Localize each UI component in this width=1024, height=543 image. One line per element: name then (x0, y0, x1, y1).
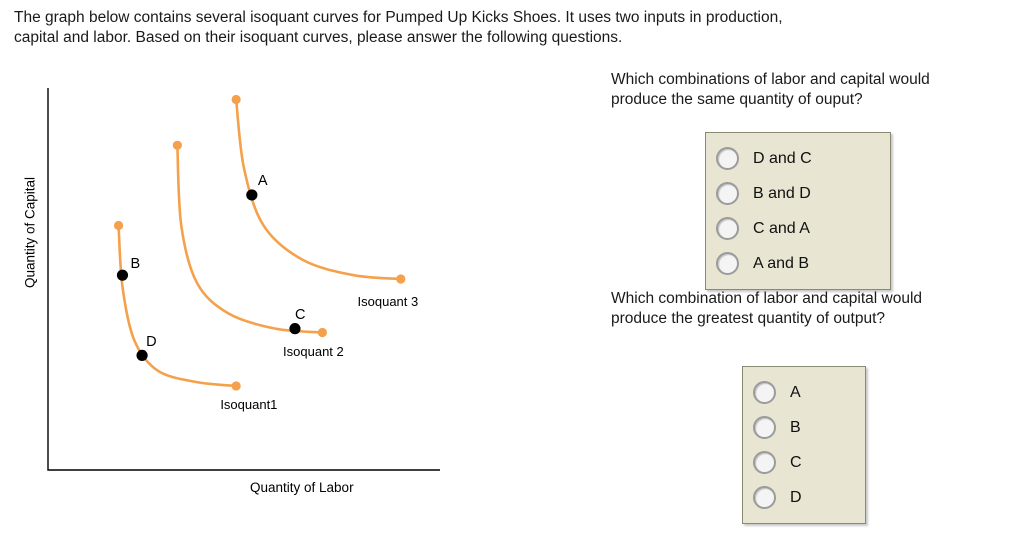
radio-icon[interactable] (753, 416, 776, 439)
question-2-text: Which combination of labor and capital would produce the greatest quantity of output? (611, 290, 923, 327)
chart-canvas (0, 60, 600, 530)
curve-endpoint-marker (173, 141, 182, 150)
option-label: A (790, 383, 801, 401)
data-point-label: C (294, 306, 306, 323)
question-1-text: Which combinations of labor and capital would produce the same quantity of ouput? (611, 71, 930, 108)
option-row[interactable] (753, 375, 851, 410)
isoquant-curve (177, 145, 322, 332)
option-row[interactable] (716, 141, 876, 176)
radio-icon[interactable] (716, 147, 739, 170)
curve-label: Isoquant 3 (357, 293, 419, 309)
data-point-marker (246, 189, 257, 200)
option-label: B and D (753, 184, 811, 202)
option-row[interactable] (753, 480, 851, 515)
data-point-label: B (130, 256, 141, 273)
option-row[interactable] (753, 410, 851, 445)
y-axis-title: Quantity of Capital (22, 176, 38, 289)
curve-label: Isoquant 2 (283, 343, 344, 359)
question-prompt: The graph below contains several isoquant curves for Pumped Up Kicks Shoes. It uses two inputs in production, capital and labor. Based on their isoquant curves, please answer the following questions. (14, 9, 783, 46)
option-label: B (790, 418, 801, 436)
radio-icon[interactable] (753, 451, 776, 474)
x-axis-title: Quantity of Labor (250, 480, 354, 495)
option-label: C and A (753, 219, 810, 237)
curve-endpoint-marker (114, 221, 123, 230)
option-row[interactable] (716, 176, 876, 211)
radio-icon[interactable] (716, 217, 739, 240)
option-label: D and C (753, 149, 812, 167)
radio-icon[interactable] (716, 252, 739, 275)
option-row[interactable] (716, 211, 876, 246)
curve-endpoint-marker (318, 328, 327, 337)
curve-endpoint-marker (232, 95, 241, 104)
data-point-marker (289, 323, 300, 334)
curve-endpoint-marker (232, 381, 241, 390)
option-label: D (790, 488, 802, 506)
option-row[interactable] (716, 246, 876, 281)
option-row[interactable] (753, 445, 851, 480)
option-label: A and B (753, 254, 810, 272)
isoquant-curve (236, 99, 401, 279)
question-2-options (742, 366, 866, 524)
data-point-marker (136, 350, 147, 361)
data-point-marker (117, 270, 128, 281)
radio-icon[interactable] (753, 486, 776, 509)
curve-endpoint-marker (396, 274, 405, 283)
radio-icon[interactable] (753, 381, 776, 404)
option-label: C (790, 453, 802, 471)
curve-label: Isoquant1 (220, 397, 278, 413)
data-point-label: A (257, 172, 268, 189)
data-point-label: D (146, 334, 157, 351)
radio-icon[interactable] (716, 182, 739, 205)
question-1-options (705, 132, 891, 290)
isoquant-chart (0, 60, 600, 530)
